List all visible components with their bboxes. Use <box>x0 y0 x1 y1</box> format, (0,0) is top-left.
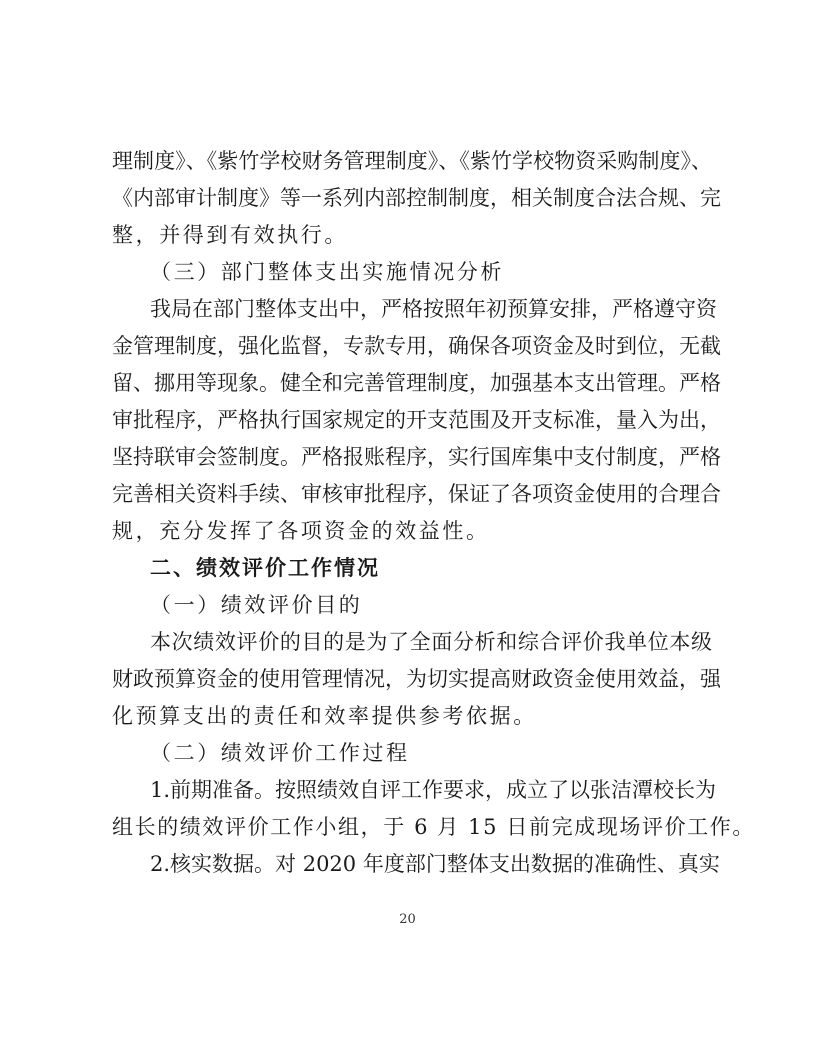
text-line: 坚持联审会签制度。严格报账程序，实行国库集中支付制度，严格 <box>112 445 721 469</box>
paragraph-first-line: 我局在部门整体支出中，严格按照年初预算安排，严格遵守资 <box>150 297 717 321</box>
section-subheading: （一）绩效评价目的 <box>150 593 363 617</box>
page-number: 20 <box>399 912 416 927</box>
text-line: 《内部审计制度》等一系列内部控制制度，相关制度合法合规、完 <box>112 186 721 210</box>
text-line: 整，并得到有效执行。 <box>112 223 348 247</box>
section-heading: 二、绩效评价工作情况 <box>150 555 380 580</box>
text-line: 金管理制度，强化监督，专款专用，确保各项资金及时到位，无截 <box>112 334 721 358</box>
paragraph-first-line: 2.核实数据。对 2020 年度部门整体支出数据的准确性、真实 <box>150 852 720 876</box>
section-subheading: （二）绩效评价工作过程 <box>150 741 410 765</box>
paragraph-first-line: 1.前期准备。按照绩效自评工作要求，成立了以张洁潭校长为 <box>150 778 717 802</box>
text-line: 规，充分发挥了各项资金的效益性。 <box>112 519 490 543</box>
text-line: 审批程序，严格执行国家规定的开支范围及开支标准，量入为出， <box>112 408 721 432</box>
paragraph-first-line: 本次绩效评价的目的是为了全面分析和综合评价我单位本级 <box>150 630 712 654</box>
section-subheading: （三）部门整体支出实施情况分析 <box>150 260 504 284</box>
text-line: 财政预算资金的使用管理情况，为切实提高财政资金使用效益，强 <box>112 667 721 691</box>
text-line: 组长的绩效评价工作小组，于 6 月 15 日前完成现场评价工作。 <box>112 815 755 839</box>
text-line: 完善相关资料手续、审核审批程序，保证了各项资金使用的合理合 <box>112 482 721 506</box>
text-line: 留、挪用等现象。健全和完善管理制度，加强基本支出管理。严格 <box>112 371 721 395</box>
text-line: 化预算支出的责任和效率提供参考依据。 <box>112 704 537 728</box>
text-line: 理制度》、《紫竹学校财务管理制度》、《紫竹学校物资采购制度》、 <box>112 149 712 173</box>
